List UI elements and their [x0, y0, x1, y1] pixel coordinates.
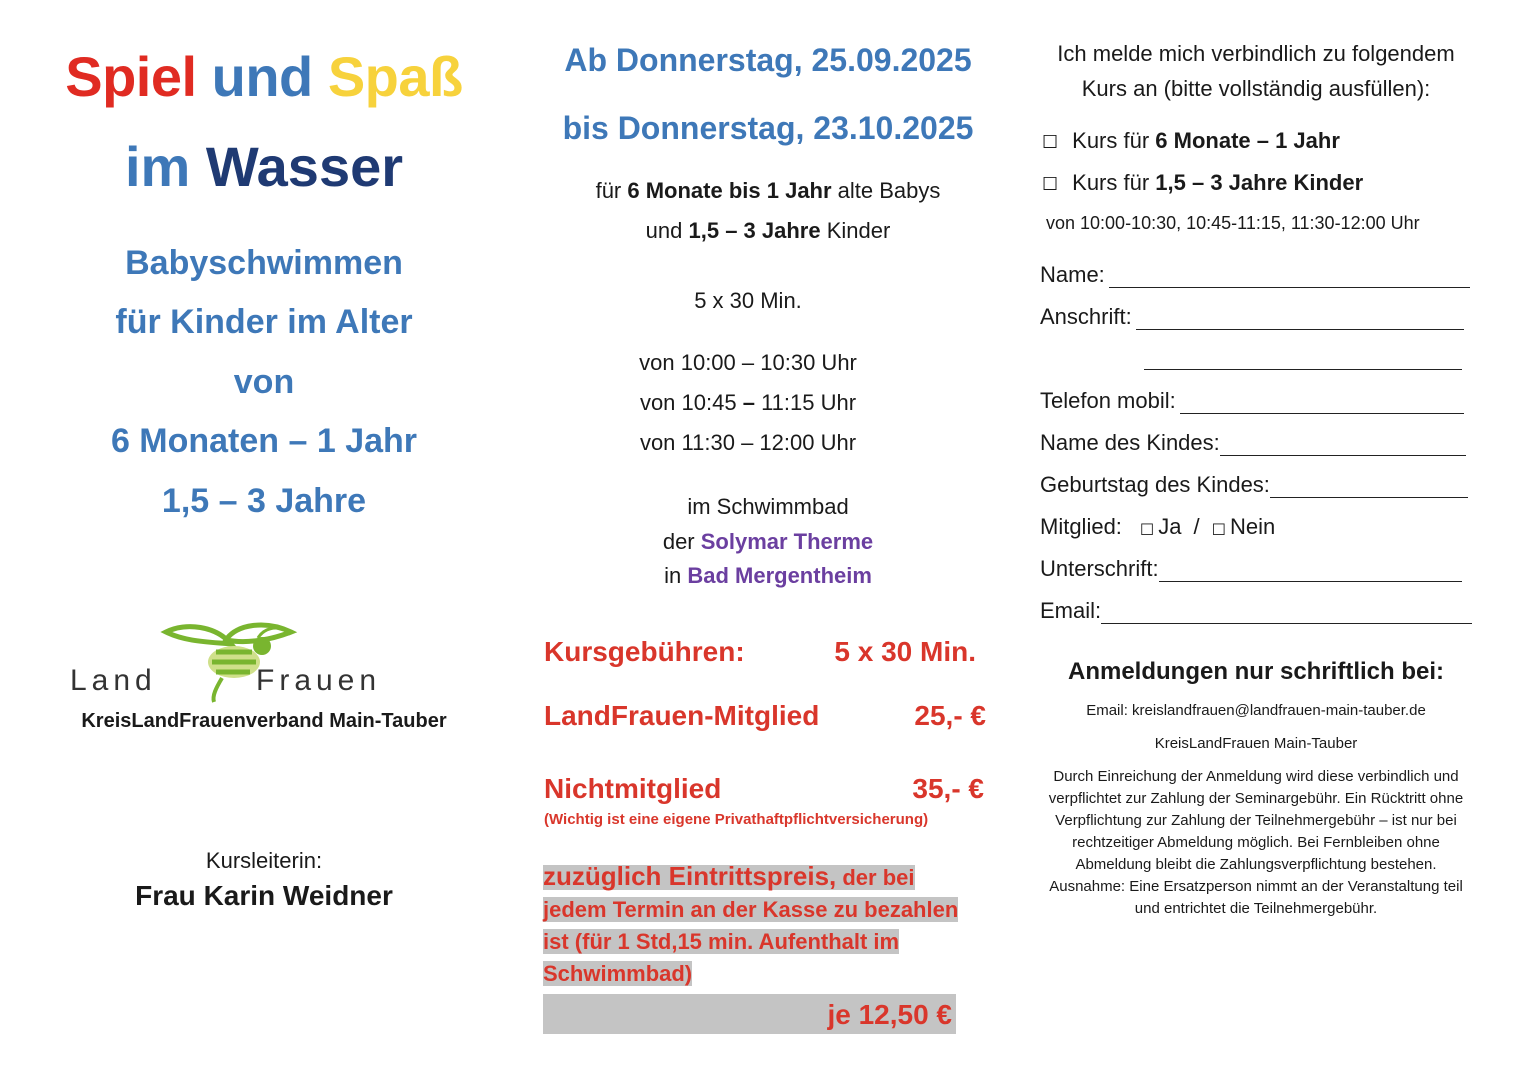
email-input-line[interactable] — [1101, 602, 1472, 624]
headline-word-spass: Spaß — [327, 45, 463, 108]
registration-title: Anmeldungen nur schriftlich bei: — [1067, 658, 1445, 685]
slot-3-post: Uhr — [814, 430, 857, 455]
entrance-fee-text — [543, 861, 959, 986]
insurance-note: (Wichtig ist eine eigene Privathaftpflichtversicherung) — [544, 811, 929, 828]
age-line-2 — [528, 218, 1008, 244]
course-leader-name: Frau Karin Weidner — [135, 880, 393, 911]
headline-word-wasser: Wasser — [205, 135, 404, 198]
entrance-fee-lead: zuzüglich Eintrittspreis, — [543, 861, 837, 891]
age-line-1-bold: 6 Monate bis 1 Jahr — [627, 178, 832, 203]
member-yes-label: Ja — [1158, 514, 1182, 539]
child-birthday-input-line[interactable] — [1270, 476, 1468, 498]
headline-word-und: und — [211, 45, 313, 108]
location-venue: Solymar Therme — [700, 529, 874, 554]
slot-2-pre: von — [639, 390, 682, 415]
slot-2-from: 10:45 — [681, 390, 737, 415]
course-option-2[interactable] — [1042, 170, 1363, 196]
subtitle-babyschwimmen: Babyschwimmen — [125, 244, 403, 282]
age-line-1-pre: für — [595, 178, 628, 203]
registration-disclaimer: Durch Einreichung der Anmeldung wird diese verbindlich und verpflichtet zur Zahlung der Seminargebühr. Ein Rücktritt ohne Verpflichtung zur Zahlung der Teilnehmergebühr – ist nur bei rechtzeitiger Abmeldung möglich. Bei Fernbleiben ohne Abmeldung bleibt die Zahlungsverpflichtung bestehen. Ausnahme: Eine Ersatzperson nimmt an der Veranstaltung teil und entrichtet die Teilnehmergebühr. — [1048, 768, 1464, 917]
subtitle-von: von — [233, 363, 295, 401]
age-line-2-bold: 1,5 – 3 Jahre — [688, 218, 821, 243]
slot-1-from: 10:00 — [680, 350, 736, 375]
name-label: Name: — [1040, 262, 1105, 287]
fee-member-label: LandFrauen-Mitglied — [544, 700, 820, 731]
form-intro-line-2: Kurs an (bitte vollständig ausfüllen): — [1081, 76, 1431, 101]
date-from: Ab Donnerstag, 25.09.2025 — [564, 42, 972, 78]
landfrauen-logo — [66, 618, 456, 708]
address-input-line[interactable] — [1136, 308, 1464, 330]
name-field[interactable] — [1040, 262, 1470, 288]
left-column — [0, 0, 528, 1080]
child-name-input-line[interactable] — [1220, 434, 1466, 456]
subtitle-age-range-1: 6 Monaten – 1 Jahr — [110, 422, 418, 460]
signature-input-line[interactable] — [1159, 560, 1462, 582]
age-line-2-post: Kinder — [820, 218, 891, 243]
headline-line1 — [0, 44, 528, 109]
entrance-fee-price: je 12,50 € — [543, 994, 956, 1034]
signature-field[interactable] — [1040, 556, 1462, 582]
slot-3-pre: von — [639, 430, 682, 455]
member-no-label: Nein — [1229, 514, 1276, 539]
child-birthday-label: Geburtstag des Kindes: — [1040, 472, 1270, 497]
course-option-2-pre: Kurs für — [1072, 170, 1156, 195]
slot-3-sep: – — [734, 430, 760, 455]
address-input-line-2[interactable] — [1144, 348, 1462, 370]
phone-field[interactable] — [1040, 388, 1464, 414]
registration-org: KreisLandFrauen Main-Tauber — [1154, 735, 1358, 752]
registration-email: Email: kreislandfrauen@landfrauen-main-tauber.de — [1086, 702, 1426, 719]
course-option-1-pre: Kurs für — [1072, 128, 1156, 153]
phone-label: Telefon mobil: — [1040, 388, 1176, 413]
subtitle-age-intro: für Kinder im Alter — [115, 303, 413, 341]
name-input-line[interactable] — [1109, 266, 1470, 288]
member-label: Mitglied: — [1040, 514, 1122, 539]
slot-3-from: 11:30 — [681, 430, 735, 455]
checkbox-icon[interactable]: ☐ — [1139, 522, 1155, 539]
age-line-2-pre: und — [645, 218, 689, 243]
form-intro-line-1: Ich melde mich verbindlich zu folgendem — [1057, 41, 1455, 66]
fee-duration: 5 x 30 Min. — [834, 636, 976, 667]
checkbox-icon[interactable]: ☐ — [1042, 132, 1059, 152]
logo-word-frauen: Frauen — [256, 664, 382, 697]
slot-2-sep: – — [736, 390, 762, 415]
checkbox-icon[interactable]: ☐ — [1042, 174, 1059, 194]
fee-nonmember-price: 35,- € — [912, 773, 984, 804]
child-birthday-field[interactable] — [1040, 472, 1468, 498]
time-slot-1 — [508, 350, 988, 376]
signature-label: Unterschrift: — [1040, 556, 1159, 581]
phone-input-line[interactable] — [1180, 392, 1464, 414]
course-option-1[interactable] — [1042, 128, 1340, 154]
time-slot-2 — [508, 390, 988, 416]
slot-1-to: 10:30 — [760, 350, 816, 375]
logo-word-land: Land — [70, 664, 157, 697]
course-leader-label: Kursleiterin: — [205, 848, 323, 873]
location-city: Bad Mergentheim — [687, 563, 872, 588]
duration: 5 x 30 Min. — [694, 288, 802, 313]
age-line-1 — [528, 178, 1008, 204]
checkbox-icon[interactable]: ☐ — [1211, 522, 1226, 539]
course-option-1-bold: 6 Monate – 1 Jahr — [1155, 128, 1340, 153]
slot-2-post: Uhr — [814, 390, 857, 415]
fee-member — [544, 700, 986, 732]
address-label: Anschrift: — [1040, 304, 1132, 329]
address-field[interactable] — [1040, 304, 1464, 330]
location-line-1: im Schwimmbad — [687, 494, 849, 519]
location-line-2-pre: der — [662, 529, 701, 554]
slot-1-pre: von — [639, 350, 681, 375]
right-column-registration-form — [1030, 0, 1535, 1080]
slot-1-sep: – — [735, 350, 761, 375]
headline-word-im: im — [124, 135, 191, 198]
location-line-3 — [528, 563, 1008, 589]
headline-word-spiel: Spiel — [65, 45, 197, 108]
child-name-field[interactable] — [1040, 430, 1466, 456]
fee-member-price: 25,- € — [914, 700, 986, 731]
date-to: bis Donnerstag, 23.10.2025 — [562, 110, 974, 146]
entrance-fee-block — [543, 860, 961, 990]
fee-nonmember-label: Nichtmitglied — [544, 773, 722, 804]
age-line-1-post: alte Babys — [831, 178, 941, 203]
organization-name: KreisLandFrauenverband Main-Tauber — [81, 710, 447, 732]
course-option-2-bold: 1,5 – 3 Jahre Kinder — [1155, 170, 1364, 195]
fee-label: Kursgebühren: — [544, 636, 745, 667]
entrance-fee-rest: der bei jedem Termin an der Kasse zu bezahlen ist (für 1 Std,15 min. Aufenthalt im Schwimmbad) — [543, 865, 959, 986]
slot-1-post: Uhr — [815, 350, 857, 375]
member-field — [1040, 514, 1340, 540]
location-line-2 — [528, 529, 1008, 555]
email-field[interactable] — [1040, 598, 1472, 624]
subtitle-age-range-2: 1,5 – 3 Jahre — [161, 482, 367, 520]
child-name-label: Name des Kindes: — [1040, 430, 1220, 455]
fee-nonmember — [544, 773, 984, 805]
slot-3-to: 12:00 — [759, 430, 815, 455]
headline-line2 — [0, 134, 528, 199]
member-separator: / — [1193, 514, 1200, 539]
location-line-3-pre: in — [664, 563, 688, 588]
course-times: von 10:00-10:30, 10:45-11:15, 11:30-12:00 Uhr — [1046, 213, 1420, 233]
slot-2-to: 11:15 — [761, 390, 815, 415]
fee-header — [544, 636, 976, 668]
time-slot-3 — [508, 430, 988, 456]
middle-column — [528, 0, 1008, 1080]
email-label: Email: — [1040, 598, 1102, 623]
